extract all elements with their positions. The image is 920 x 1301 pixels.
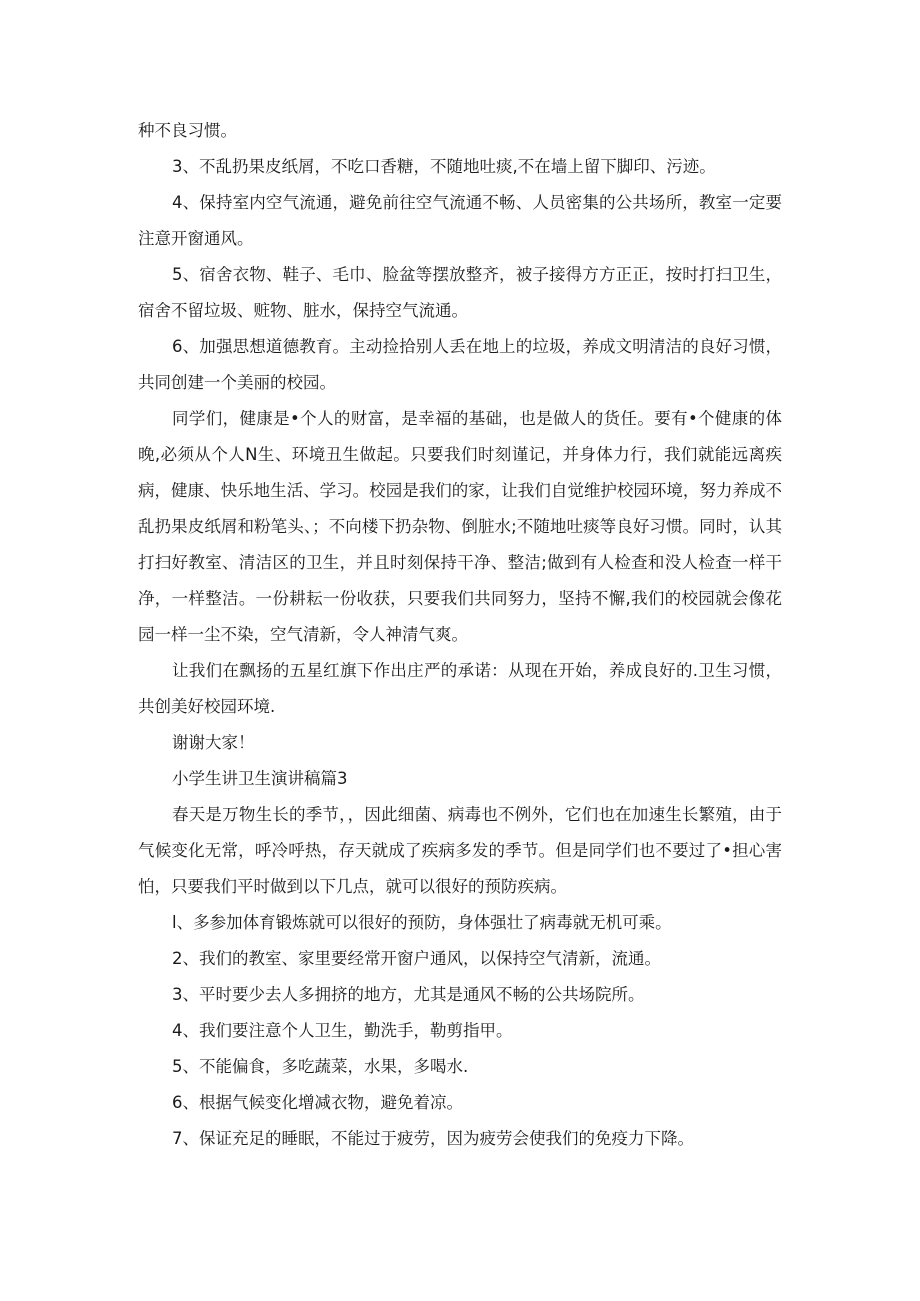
tip-item-5: 5、不能偏食，多吃蔬菜，水果，多喝水. (172, 1057, 469, 1076)
tip-item-2: 2、我们的教室、家里要经常开窗户通风，以保持空气清新，流通。 (172, 949, 661, 968)
list-item-4: 4、保持室内空气流通，避免前往空气流通不畅、人员密集的公共场所，教室一定要注意开窗通风。 (138, 193, 782, 248)
tip-item-3: 3、平时要少去人多拥挤的地方，尤其是通风不畅的公共场院所。 (172, 985, 645, 1004)
tip-item-7: 7、保证充足的睡眠，不能过于疲劳，因为疲劳会使我们的免疫力下降。 (172, 1129, 694, 1148)
paragraph-classmates: 同学们，健康是•个人的财富，是幸福的基础，也是做人的货任。要有•个健康的体晚,必须从个人N生、环境丑生做起。只要我们时刻谨记，并身体力行，我们就能远离疾病，健康、快乐地生活、学习。校园是我们的家，让我们自觉维护校园环境，努力养成不乱扔果皮纸屑和粉笔头、；不向楼下扔杂物、倒脏水;不随地吐痰等良好习惯。同时，认其打扫好教室、清洁区的卫生，并且时刻保持干净、整洁;做到有人检查和没人检查一样干净，一样整洁。一份耕耘一份收获，只要我们共同努力，坚持不懈,我们的校园就会像花园一样一尘不染，空气清新，令人神清气爽。 (138, 409, 782, 644)
list-item-3: 3、不乱扔果皮纸屑，不吃口香糖，不随地吐痰,不在墙上留下脚印、污迹。 (172, 157, 716, 176)
paragraph-thanks: 谢谢大家！ (172, 733, 255, 752)
paragraph-continuation: 种不良习惯。 (138, 121, 237, 140)
document-body (138, 113, 782, 1157)
list-item-5: 5、宿舍衣物、鞋子、毛巾、脸盆等摆放整齐，被子接得方方正正，按时打扫卫生，宿舍不留垃圾、赃物、脏水，保持空气流通。 (138, 265, 782, 320)
tip-item-4: 4、我们要注意个人卫生，勤洗手，勒剪指甲。 (172, 1021, 513, 1040)
section-heading: 小学生讲卫生演讲稿篇3 (172, 769, 348, 788)
tip-item-6: 6、根据气候变化增减衣物，避免着凉。 (172, 1093, 463, 1112)
paragraph-pledge: 让我们在飘扬的五星红旗下作出庄严的承诺：从现在开始，养成良好的.卫生习惯，共创美好校园环境. (138, 661, 782, 716)
paragraph-spring: 春天是万物生长的季节，，因此细菌、病毒也不例外，它们也在加速生长繁殖，由于气候变化无常，呼冷呼热，存天就成了疾病多发的季节。但是同学们也不要过了•担心害怕，只要我们平时做到以下几点，就可以很好的预防疾病。 (138, 805, 782, 896)
tip-item-1: l、多参加体育锻炼就可以很好的预防，身体强壮了病毒就无机可乘。 (172, 913, 672, 932)
list-item-6: 6、加强思想道德教育。主动捡拾别人丢在地上的垃圾，养成文明清洁的良好习惯，共同创建一个美丽的校园。 (138, 337, 782, 392)
